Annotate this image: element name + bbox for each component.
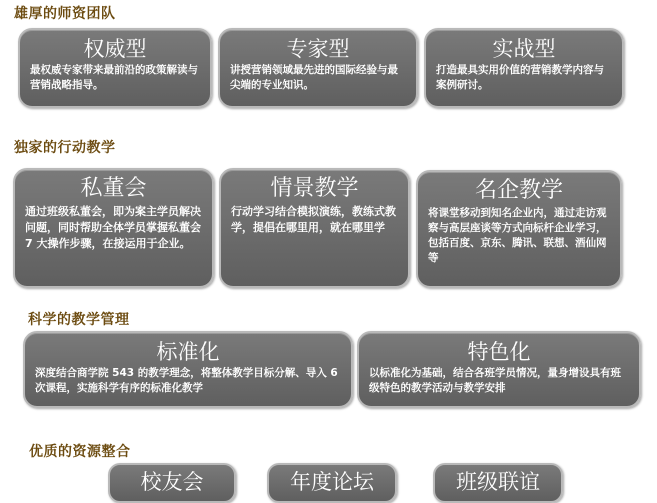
card-desc: 以标准化为基础，结合各班学员情况，量身增设具有班级特色的教学活动与教学安排 — [369, 367, 621, 394]
card-private-board — [13, 168, 214, 288]
card-title: 名企教学 — [474, 178, 563, 203]
section-title-resources: 优质的资源整合 — [29, 444, 131, 460]
section-title-faculty: 雄厚的师资团队 — [14, 6, 116, 22]
card-practical — [424, 28, 624, 108]
card-standardization — [23, 331, 353, 408]
card-desc: 将课堂移动到知名企业内，通过走访观察与高层座谈等方式向标杆企业学习，包括百度、京东、腾讯、联想、酒仙网等 — [428, 207, 607, 264]
card-title: 私董会 — [80, 176, 147, 201]
card-scenario — [219, 168, 410, 288]
card-desc: 最权威专家带来最前沿的政策解读与营销战略指导。 — [30, 64, 198, 91]
pill-alumni: 校友会 — [108, 463, 236, 503]
card-desc: 通过班级私董会，即为案主学员解决问题，同时帮助全体学员掌握私董会 7 大操作步骤，在接运用于企业。 — [25, 205, 201, 250]
pill-annual-forum: 年度论坛 — [267, 463, 397, 503]
card-authority — [18, 28, 212, 108]
card-title: 专家型 — [286, 37, 350, 61]
card-title: 实战型 — [492, 37, 556, 61]
card-title: 标准化 — [156, 340, 220, 364]
card-desc: 行动学习结合模拟演练，教练式教学，提倡在哪里用，就在哪里学 — [231, 205, 396, 234]
card-characterization — [357, 331, 641, 408]
pill-class-social: 班级联谊 — [433, 463, 563, 503]
card-title: 权威型 — [83, 37, 147, 61]
card-enterprise — [416, 170, 622, 288]
card-desc: 讲授营销领域最先进的国际经验与最尖端的专业知识。 — [230, 64, 398, 91]
card-desc: 深度结合商学院 543 的教学理念，将整体教学目标分解、导入 6 次课程，实施科学有序的标准化教学 — [35, 367, 338, 394]
card-title: 情景教学 — [270, 176, 359, 201]
card-title: 特色化 — [467, 340, 531, 364]
section-title-teaching: 独家的行动教学 — [14, 140, 116, 156]
card-expert — [218, 28, 418, 108]
section-title-management: 科学的教学管理 — [28, 312, 130, 328]
card-desc: 打造最具实用价值的营销教学内容与案例研讨。 — [436, 64, 604, 91]
